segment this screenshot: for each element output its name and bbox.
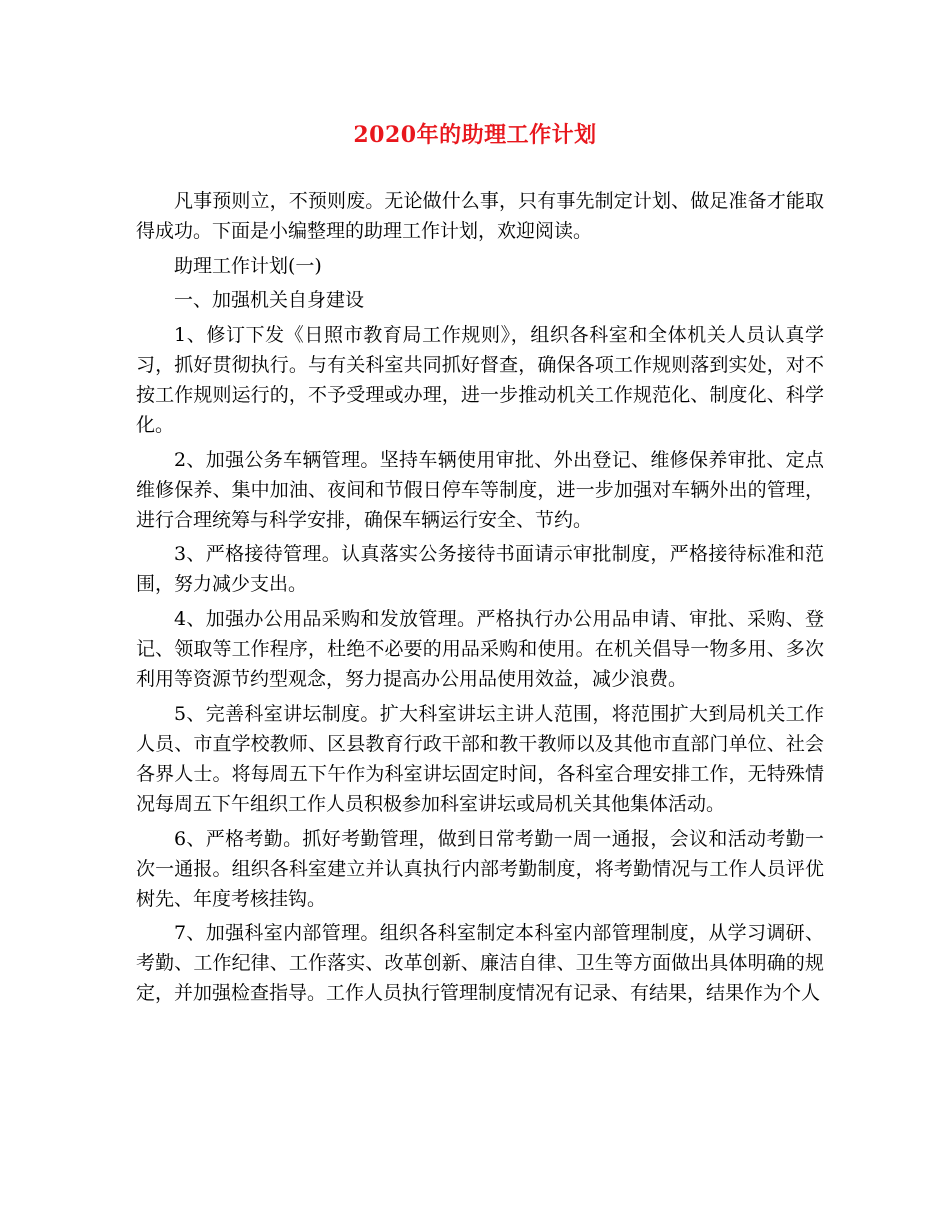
document-title: 2020年的助理工作计划	[353, 122, 597, 148]
section-heading-self-construction: 一、加强机关自身建设	[174, 289, 365, 312]
paragraph-item-7: 7、加强科室内部管理。组织各科室制定本科室内部管理制度，从学习调研、考勤、工作纪律、工作落实、改革创新、廉洁自律、卫生等方面做出具体明确的规定，并加强检查指导。工作人员执行管理制度情况有记录、有结果，结果作为个人	[136, 922, 824, 1005]
paragraph-item-1: 1、修订下发《日照市教育局工作规则》，组织各科室和全体机关人员认真学习，抓好贯彻执行。与有关科室共同抓好督查，确保各项工作规则落到实处，对不按工作规则运行的，不予受理或办理，进一步推动机关工作规范化、制度化、科学化。	[136, 324, 824, 437]
section-heading-plan-one: 助理工作计划(一)	[174, 254, 322, 277]
paragraph-item-3: 3、严格接待管理。认真落实公务接待书面请示审批制度，严格接待标准和范围，努力减少支出。	[136, 543, 824, 596]
paragraph-item-5: 5、完善科室讲坛制度。扩大科室讲坛主讲人范围，将范围扩大到局机关工作人员、市直学校教师、区县教育行政干部和教干教师以及其他市直部门单位、社会各界人士。将每周五下午作为科室讲坛固定时间，各科室合理安排工作，无特殊情况每周五下午组织工作人员积极参加科室讲坛或局机关其他集体活动。	[136, 702, 824, 815]
document-body	[136, 186, 824, 1013]
paragraph-item-6: 6、严格考勤。抓好考勤管理，做到日常考勤一周一通报，会议和活动考勤一次一通报。组织各科室建立并认真执行内部考勤制度，将考勤情况与工作人员评优树先、年度考核挂钩。	[136, 827, 824, 910]
paragraph-intro: 凡事预则立，不预则废。无论做什么事，只有事先制定计划、做足准备才能取得成功。下面是小编整理的助理工作计划，欢迎阅读。	[136, 190, 824, 242]
paragraph-item-4: 4、加强办公用品采购和发放管理。严格执行办公用品申请、审批、采购、登记、领取等工作程序，杜绝不必要的用品采购和使用。在机关倡导一物多用、多次利用等资源节约型观念，努力提高办公用品使用效益，减少浪费。	[136, 608, 824, 691]
paragraph-item-2: 2、加强公务车辆管理。坚持车辆使用审批、外出登记、维修保养审批、定点维修保养、集中加油、夜间和节假日停车等制度，进一步加强对车辆外出的管理，进行合理统筹与科学安排，确保车辆运行安全、节约。	[136, 448, 824, 531]
